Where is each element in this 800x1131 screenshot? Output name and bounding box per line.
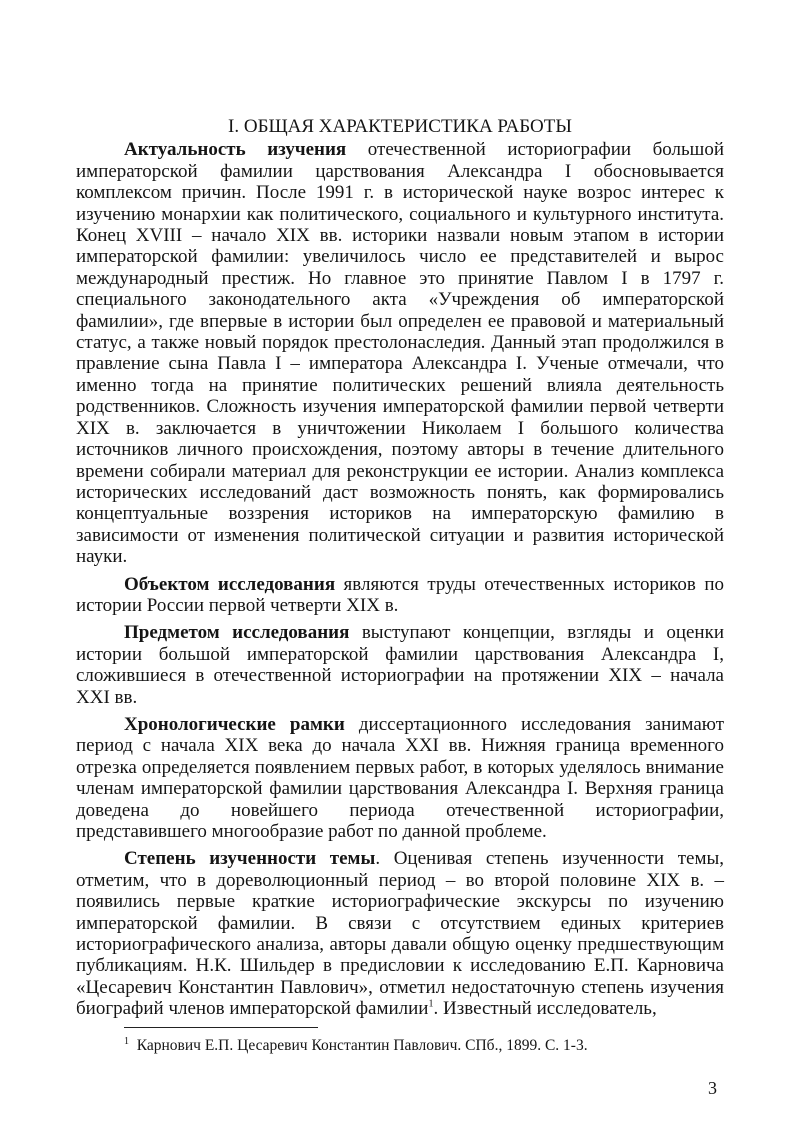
footnote-divider <box>124 1027 318 1028</box>
document-body <box>76 116 724 1026</box>
paragraph-text: отечественной историографии большой императорской фамилии царствования Александра I обосновывается комплексом причин. После 1991 г. в исторической науке возрос интерес к изучению монархии как политического, социального и культурного института. Конец XVIII – начало XIX вв. историки назвали новым этапом в истории императорской фамилии: увеличилось число ее представителей и вырос международный престиж. Но главное это принятие Павлом I в 1797 г. специального законодательного акта «Учреждения об императорской фамилии», где впервые в истории был определен ее правовой и материальный статус, а также новый порядок престолонаследия. Данный этап продолжился в правление сына Павла I – императора Александра I. Ученые отмечали, что именно тогда на принятие политических решений влияла деятельность родственников. Сложность изучения императорской фамилии первой четверти XIX в. заключается в уничтожении Николаем I большого количества источников личного происхождения, поэтому авторы в течение длительного времени собирали материал для реконструкции ее истории. Анализ комплекса исторических исследований даст возможность понять, как формировались концептуальные воззрения историков на императорскую фамилию в зависимости от изменения политической ситуации и развития исторической науки. <box>76 139 724 568</box>
footnote-number: 1 <box>124 1035 129 1047</box>
paragraph-text: являются труды отечественных историков по истории России первой четверти XIX в. <box>76 573 725 616</box>
page-number: 3 <box>708 1078 717 1098</box>
paragraph-subject <box>76 622 724 708</box>
footnote-reference[interactable]: 1 <box>428 998 434 1010</box>
paragraph-text: диссертационного исследования занимают период с начала XIX века до начала XXI вв. Нижняя граница временного отрезка определяется появлением первых работ, в которых уделялось внимание членам императорской фамилии царствования Александра I. Верхняя граница доведена до новейшего периода отечественной историографии, представившего многообразие работ по данной проблеме. <box>76 713 724 842</box>
paragraph-relevance <box>76 139 724 567</box>
paragraph-lead: Степень изученности темы <box>124 848 376 870</box>
paragraph-text: . Оценивая степень изученности темы, отметим, что в дореволюционный период – во второй половине XIX в. – появились первые краткие историографические экскурсы по изучению императорской фамилии. В связи с отсутствием единых критериев историографического анализа, авторы давали общую оценку предшествующим публикациям. Н.К. Шильдер в предисловии к исследованию Е.П. Карновича «Цесаревич Константин Павлович», отметил недостаточную степень изучения биографий членов императорской фамилии <box>76 848 724 1020</box>
paragraph-chronology <box>76 714 724 842</box>
paragraph-lead: Предметом исследования <box>124 622 350 644</box>
paragraph-degree-of-study <box>76 848 724 1019</box>
paragraph-lead: Актуальность изучения <box>124 139 347 161</box>
paragraph-object <box>76 574 724 617</box>
footnote <box>124 1037 588 1055</box>
paragraph-lead: Хронологические рамки <box>124 713 345 735</box>
section-title: I. ОБЩАЯ ХАРАКТЕРИСТИКА РАБОТЫ <box>228 116 572 137</box>
paragraph-tail: . Известный исследователь, <box>433 998 657 1020</box>
footnote-text: Карнович Е.П. Цесаревич Константин Павлович. СПб., 1899. С. 1-3. <box>136 1037 588 1054</box>
paragraph-text: выступают концепции, взгляды и оценки истории большой императорской фамилии царствования Александра I, сложившиеся в отечественной историографии на протяжении XIX – начала XXI вв. <box>76 622 725 708</box>
paragraph-lead: Объектом исследования <box>124 573 336 595</box>
